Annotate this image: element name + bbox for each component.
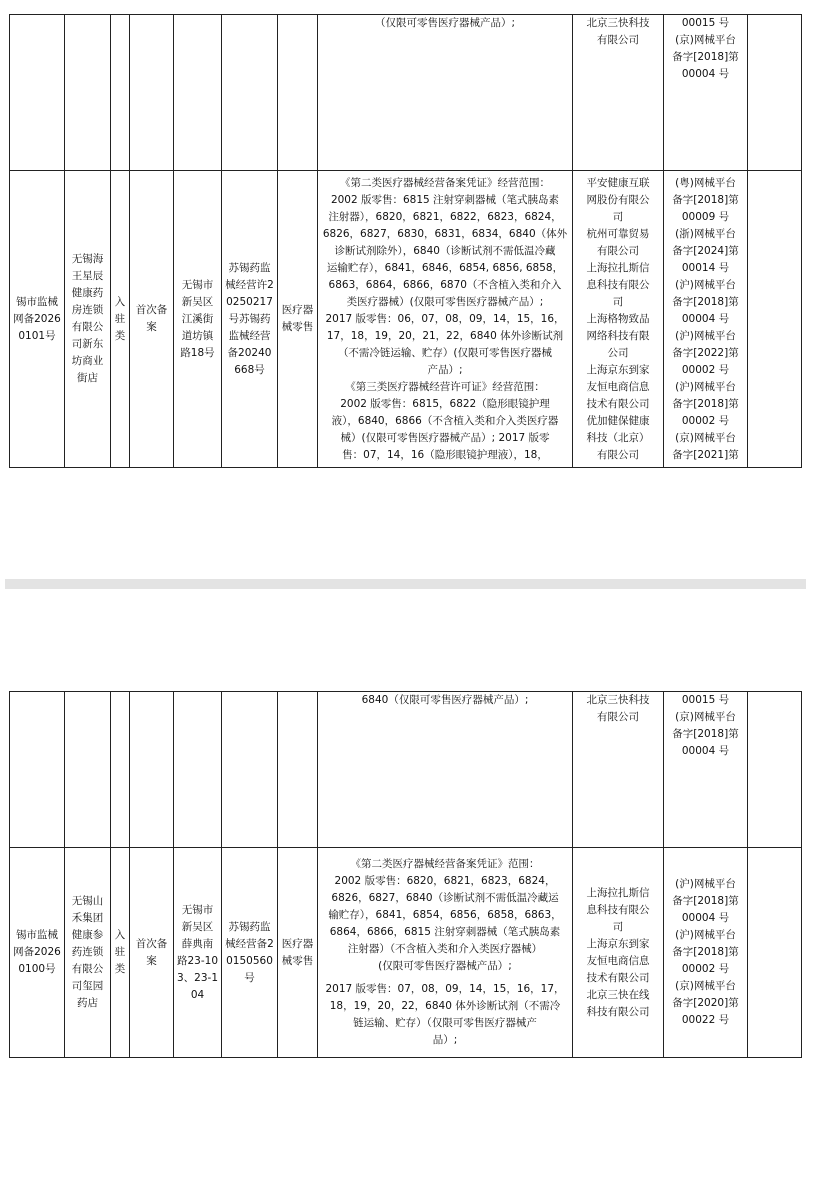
table-row	[10, 15, 802, 171]
platform-filing-cell: 00015 号 (京)网械平台 备字[2018]第 00004 号	[664, 15, 748, 171]
record-number-cell	[10, 15, 65, 171]
remarks-cell	[748, 171, 802, 468]
filing-type-cell	[130, 692, 174, 848]
address-cell	[174, 15, 222, 171]
license-cell: 苏锡药监械经营备20150560号	[222, 848, 278, 1058]
remarks-cell	[748, 692, 802, 848]
record-number-cell: 锡市监械网备20260101号	[10, 171, 65, 468]
license-cell	[222, 15, 278, 171]
business-scope-cell: （仅限可零售医疗器械产品）;	[318, 15, 573, 171]
company-name-cell: 无锡海王星辰健康药房连锁有限公司新东坊商业街店	[65, 171, 111, 468]
registration-table-page1	[9, 14, 802, 468]
platform-cell: 平安健康互联 网股份有限公 司 杭州可靠贸易 有限公司 上海拉扎斯信 息科技有限公 司 上海格物致品 网络科技有限 公司 上海京东到家 友恒电商信息 技术有限公司 优加健保健康 科技（北京） 有限公司	[573, 171, 664, 468]
address-cell	[174, 692, 222, 848]
company-name-cell: 无锡山禾集团健康参药连锁有限公司玺园药店	[65, 848, 111, 1058]
business-scope-cell: 《第二类医疗器械经营备案凭证》范围： 2002 版零售：6820，6821，6823，6824， 6826，6827，6840（诊断试剂不需低温冷藏运 输贮存），6841，6854，6856，6858，6863， 6864，6866，6815 注射穿刺器械（笔式胰岛素 注射器）（不含植入类和介入类医疗器械） (仅限可零售医疗器械产品）; 2017 版零售：07，08，09，14，15，16，17， 18，19，20，22，6840 体外诊断试剂（不需冷 链运输、贮存）（仅限可零售医疗器械产 品）;	[318, 848, 573, 1058]
table-row	[10, 692, 802, 848]
filing-type-cell: 首次备案	[130, 171, 174, 468]
platform-filing-cell: (粤)网械平台 备字[2018]第 00009 号 (浙)网械平台 备字[2024]第 00014 号 (沪)网械平台 备字[2018]第 00004 号 (沪)网械平台 备字[2022]第 00002 号 (沪)网械平台 备字[2018]第 00002 号 (京)网械平台 备字[2021]第	[664, 171, 748, 468]
page-separator	[5, 579, 806, 589]
business-mode-cell	[278, 692, 318, 848]
platform-filing-cell: 00015 号 (京)网械平台 备字[2018]第 00004 号	[664, 692, 748, 848]
table-row	[10, 848, 802, 1058]
address-cell: 无锡市新吴区江溪街道坊镇路18号	[174, 171, 222, 468]
category-cell: 入驻类	[111, 171, 130, 468]
platform-filing-cell: (沪)网械平台 备字[2018]第 00004 号 (沪)网械平台 备字[2018]第 00002 号 (京)网械平台 备字[2020]第 00022 号	[664, 848, 748, 1058]
license-cell: 苏锡药监械经营许20250217号苏锡药监械经营备20240668号	[222, 171, 278, 468]
company-name-cell	[65, 692, 111, 848]
platform-cell: 北京三快科技 有限公司	[573, 692, 664, 848]
record-number-cell: 锡市监械网备20260100号	[10, 848, 65, 1058]
category-cell	[111, 692, 130, 848]
license-cell	[222, 692, 278, 848]
remarks-cell	[748, 848, 802, 1058]
business-scope-cell: 6840（仅限可零售医疗器械产品）;	[318, 692, 573, 848]
category-cell: 入驻类	[111, 848, 130, 1058]
business-mode-cell: 医疗器械零售	[278, 848, 318, 1058]
remarks-cell	[748, 15, 802, 171]
address-cell: 无锡市新吴区薛典南路23-103、23-104	[174, 848, 222, 1058]
filing-type-cell: 首次备案	[130, 848, 174, 1058]
platform-cell: 上海拉扎斯信 息科技有限公 司 上海京东到家 友恒电商信息 技术有限公司 北京三快在线 科技有限公司	[573, 848, 664, 1058]
category-cell	[111, 15, 130, 171]
record-number-cell	[10, 692, 65, 848]
business-scope-cell: 《第二类医疗器械经营备案凭证》经营范围： 2002 版零售：6815 注射穿刺器械（笔式胰岛素 注射器），6820，6821，6822，6823，6824， 6826，6827，6830，6831，6834，6840（体外 诊断试剂除外），6840（诊断试剂不需低温冷藏 运输贮存），6841，6846，6854, 6856, 6858， 6863，6864，6866，6870（不含植入类和介入 类医疗器械）(仅限可零售医疗器械产品）; 2017 版零售：06，07，08，09，14，15，16， 17，18，19，20，21，22，6840 体外诊断试剂 （不需冷链运输、贮存）(仅限可零售医疗器械 产品）; 《第三类医疗器械经营许可证》经营范围： 2002 版零售：6815，6822（隐形眼镜护理 液），6840，6866（不含植入类和介入类医疗器 械）(仅限可零售医疗器械产品）; 2017 版零 售：07，14，16（隐形眼镜护理液），18，	[318, 171, 573, 468]
business-mode-cell	[278, 15, 318, 171]
company-name-cell	[65, 15, 111, 171]
business-mode-cell: 医疗器械零售	[278, 171, 318, 468]
platform-cell: 北京三快科技 有限公司	[573, 15, 664, 171]
filing-type-cell	[130, 15, 174, 171]
registration-table-page2	[9, 691, 802, 1058]
table-row	[10, 171, 802, 468]
